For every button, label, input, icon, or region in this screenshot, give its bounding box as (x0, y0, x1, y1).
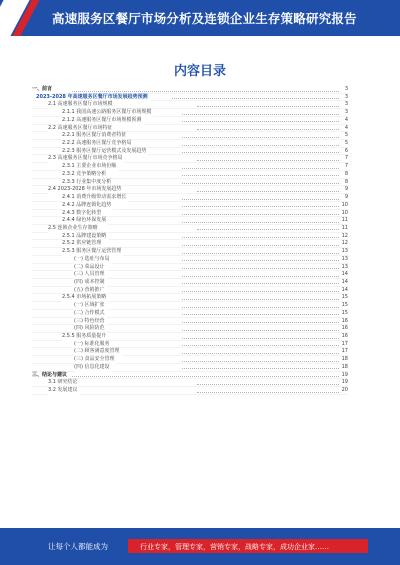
toc-entry-text: 2.5.3 服务区餐厅运营管理 (62, 248, 122, 255)
toc-leader-dots (197, 191, 339, 192)
toc-leader-dots (182, 137, 339, 138)
toc-entry-text: 2.4 2023-2028 年市场发展趋势 (48, 186, 122, 193)
toc-page-number: 3 (344, 93, 348, 100)
toc-entry-text: (一) 选址与布局 (74, 255, 110, 262)
toc-entry[interactable] (32, 194, 348, 202)
toc-leader-dots (197, 106, 339, 107)
toc-leader-dots (182, 353, 339, 354)
toc-entry-text: (三) 人员管理 (74, 271, 105, 278)
toc-page-number: 6 (344, 147, 348, 154)
toc-leader-dots (72, 376, 339, 377)
toc-page-number: 15 (341, 302, 348, 309)
toc-entry[interactable] (32, 271, 348, 279)
toc-entry[interactable] (32, 240, 348, 248)
toc-page-number: 11 (341, 217, 348, 224)
toc-entry-text: 2.4.3 数字化转型 (62, 209, 102, 216)
toc-leader-dots (182, 314, 339, 315)
toc-page-number: 11 (341, 224, 348, 231)
toc-leader-dots (182, 214, 339, 215)
toc-page-number: 17 (341, 340, 348, 347)
toc-entry-text: (三) 特色经营 (74, 317, 105, 324)
toc-leader-dots (182, 168, 339, 169)
toc-entry-text: 2.3 高速服务区餐厅市场竞争格局 (48, 155, 123, 162)
toc-entry[interactable] (32, 302, 348, 310)
toc-leader-dots (197, 129, 339, 130)
toc-page-number: 4 (344, 116, 348, 123)
toc-leader-dots (182, 253, 339, 254)
toc-entry-text: 3.1 研究结论 (48, 379, 78, 386)
toc-entry-text: (四) 成本控制 (74, 278, 105, 285)
toc-page-number: 5 (344, 132, 348, 139)
toc-leader-dots (182, 291, 339, 292)
toc-page-number: 12 (341, 232, 348, 239)
toc-entry-text: 2.5.5 服务质量提升 (62, 333, 107, 339)
toc-page-number: 20 (341, 387, 348, 394)
toc-page-number: 10 (341, 201, 348, 208)
toc-page-number: 9 (344, 186, 348, 193)
toc-page-number: 8 (344, 178, 348, 185)
toc-entry-text: 2023-2028 年高速服务区餐厅市场发展趋势预测 (36, 93, 148, 100)
toc-entry[interactable] (32, 279, 348, 287)
toc-entry-text: 2.5 连锁企业生存策略 (48, 224, 98, 231)
toc-entry[interactable] (32, 186, 348, 194)
toc-leader-dots (182, 199, 339, 200)
toc-entry-text: (一) 区域扩张 (74, 302, 105, 309)
toc-leader-dots (182, 345, 339, 346)
toc-leader-dots (182, 222, 339, 223)
toc-page-number: 13 (341, 255, 348, 262)
toc-leader-dots (72, 91, 339, 92)
toc-entry-text: (四) 信息化建设 (74, 363, 110, 370)
toc-page-number: 18 (341, 356, 348, 363)
toc-page-number: 13 (341, 248, 348, 255)
toc-entry[interactable] (32, 356, 348, 364)
toc-page-number: 14 (341, 271, 348, 278)
toc-entry-text: 2.5.2 供应链管理 (62, 240, 102, 247)
toc-page-number: 12 (341, 240, 348, 247)
toc-leader-dots (182, 283, 339, 284)
toc-leader-dots (182, 299, 339, 300)
toc-page-number: 16 (341, 317, 348, 324)
toc-entry[interactable] (32, 248, 348, 256)
toc-entry-text: 2.5.4 市场拓展策略 (62, 294, 107, 301)
toc-page-number: 5 (344, 140, 348, 147)
toc-leader-dots (197, 384, 339, 385)
toc-leader-dots (197, 229, 339, 230)
toc-leader-dots (182, 245, 339, 246)
toc-leader-dots (182, 183, 339, 184)
toc-page-number: 3 (344, 86, 348, 92)
toc-page-number: 10 (341, 209, 348, 216)
toc-page-number: 3 (344, 101, 348, 108)
toc-leader-dots (182, 330, 339, 331)
toc-entry-text: (一) 标准化服务 (74, 340, 110, 347)
toc-entry-text: 2.1 高速服务区餐厅市场规模 (48, 101, 113, 108)
toc-entry[interactable] (32, 202, 348, 210)
toc-leader-dots (182, 145, 339, 146)
toc-title: 内容目录 (173, 64, 226, 79)
toc-entry-text: (二) 顾客满意度管理 (74, 348, 120, 355)
toc-entry-text: (五) 营销推广 (74, 286, 105, 293)
toc-leader-dots (182, 114, 339, 115)
toc-leader-dots (197, 160, 339, 161)
toc-entry[interactable] (32, 117, 348, 125)
toc-entry[interactable] (32, 225, 348, 233)
toc-entry-text: 2.2 高速服务区餐厅市场特征 (48, 124, 113, 131)
toc-entry-text: 2.1.1 我国高速公路服务区餐厅市场规模 (62, 109, 152, 116)
toc-page-number: 7 (344, 163, 348, 170)
toc-page-number: 3 (344, 109, 348, 116)
toc-entry-text: 2.4.1 消费升级带动需求增长 (62, 194, 127, 201)
toc-page-number: 13 (341, 263, 348, 270)
report-title: 高速服务区餐厅市场分析及连锁企业生存策略研究报告 (52, 11, 357, 26)
toc-leader-dots (182, 368, 339, 369)
toc-entry-text: 2.1.2 高速服务区餐厅市场规模预测 (62, 116, 142, 123)
toc-leader-dots (182, 206, 339, 207)
toc-entry-text: 2.2.3 服务区餐厅运营模式及发展趋势 (62, 147, 147, 154)
toc-entry[interactable] (32, 333, 348, 341)
toc-entry-text: 2.4.2 品牌连锁化趋势 (62, 201, 112, 208)
toc-entry[interactable] (32, 171, 348, 179)
toc-entry-text: 2.5.1 品牌建设策略 (62, 232, 107, 239)
toc-entry-text: (二) 合作模式 (74, 309, 105, 316)
toc-leader-dots (182, 322, 339, 323)
toc-entry-text: 2.2.1 服务区餐厅消费者特征 (62, 132, 127, 139)
toc-entry-text: 2.4.4 绿色环保发展 (62, 217, 107, 224)
toc-entry[interactable] (32, 217, 348, 225)
toc-page-number: 19 (341, 379, 348, 386)
toc-entry-text: (三) 食品安全管理 (74, 356, 115, 363)
toc-entry[interactable] (32, 310, 348, 318)
toc-page-number: 16 (341, 333, 348, 339)
toc-entry-text: (四) 风险防范 (74, 325, 105, 332)
footer-roles: 行业专家，管理专家，营销专家，战略专家，成功企业家…… (140, 542, 329, 551)
toc-page-number: 18 (341, 363, 348, 370)
toc-page-number: 8 (344, 170, 348, 177)
toc-entry[interactable] (32, 372, 348, 380)
toc-entry[interactable] (32, 109, 348, 117)
toc-entry-text: (二) 菜品设计 (74, 263, 105, 270)
toc-page-number: 14 (341, 286, 348, 293)
toc-entry[interactable] (32, 256, 348, 264)
toc-entry[interactable] (32, 348, 348, 356)
toc-page-number: 16 (341, 325, 348, 332)
toc-entry[interactable] (32, 325, 348, 333)
toc-entry[interactable] (32, 364, 348, 372)
toc-entry[interactable] (32, 140, 348, 148)
footer-banner (0, 528, 400, 565)
toc-page-number: 4 (344, 124, 348, 131)
toc-page-number: 17 (341, 348, 348, 355)
toc-leader-dots (172, 98, 339, 99)
report-header (0, 0, 400, 36)
toc-entry[interactable] (32, 379, 348, 387)
toc-leader-dots (182, 152, 339, 153)
footer-slogan: 让每个人都能成为 (48, 542, 108, 551)
toc-entry-text: 2.3.3 行业集中度分析 (62, 178, 112, 185)
toc-entry[interactable] (32, 101, 348, 109)
table-of-contents (32, 86, 348, 395)
toc-entry-text: 2.2.2 高速服务区餐厅竞争格局 (62, 140, 132, 147)
toc-entry[interactable] (32, 132, 348, 140)
toc-page-number: 14 (341, 278, 348, 285)
toc-leader-dots (182, 260, 339, 261)
toc-entry-text: 三、结论与建议 (32, 371, 68, 378)
toc-page-number: 9 (344, 194, 348, 201)
toc-leader-dots (182, 237, 339, 238)
toc-page-number: 15 (341, 294, 348, 301)
toc-leader-dots (182, 276, 339, 277)
toc-entry-text: 一、前言 (32, 86, 53, 92)
toc-leader-dots (182, 338, 339, 339)
toc-entry-text: 3.2 发展建议 (48, 387, 78, 394)
toc-leader-dots (197, 392, 339, 393)
toc-leader-dots (182, 268, 339, 269)
toc-page-number: 15 (341, 309, 348, 316)
toc-entry[interactable] (32, 387, 348, 395)
toc-entry-text: 2.3.2 竞争策略分析 (62, 170, 107, 177)
toc-entry-text: 2.3.1 主要企业市场份额 (62, 163, 117, 170)
toc-entry[interactable] (32, 163, 348, 171)
toc-leader-dots (182, 307, 339, 308)
toc-page-number: 7 (344, 155, 348, 162)
toc-leader-dots (182, 361, 339, 362)
toc-page-number: 19 (341, 371, 348, 378)
toc-leader-dots (182, 175, 339, 176)
toc-leader-dots (182, 121, 339, 122)
toc-entry[interactable] (32, 294, 348, 302)
toc-entry[interactable] (32, 86, 348, 94)
